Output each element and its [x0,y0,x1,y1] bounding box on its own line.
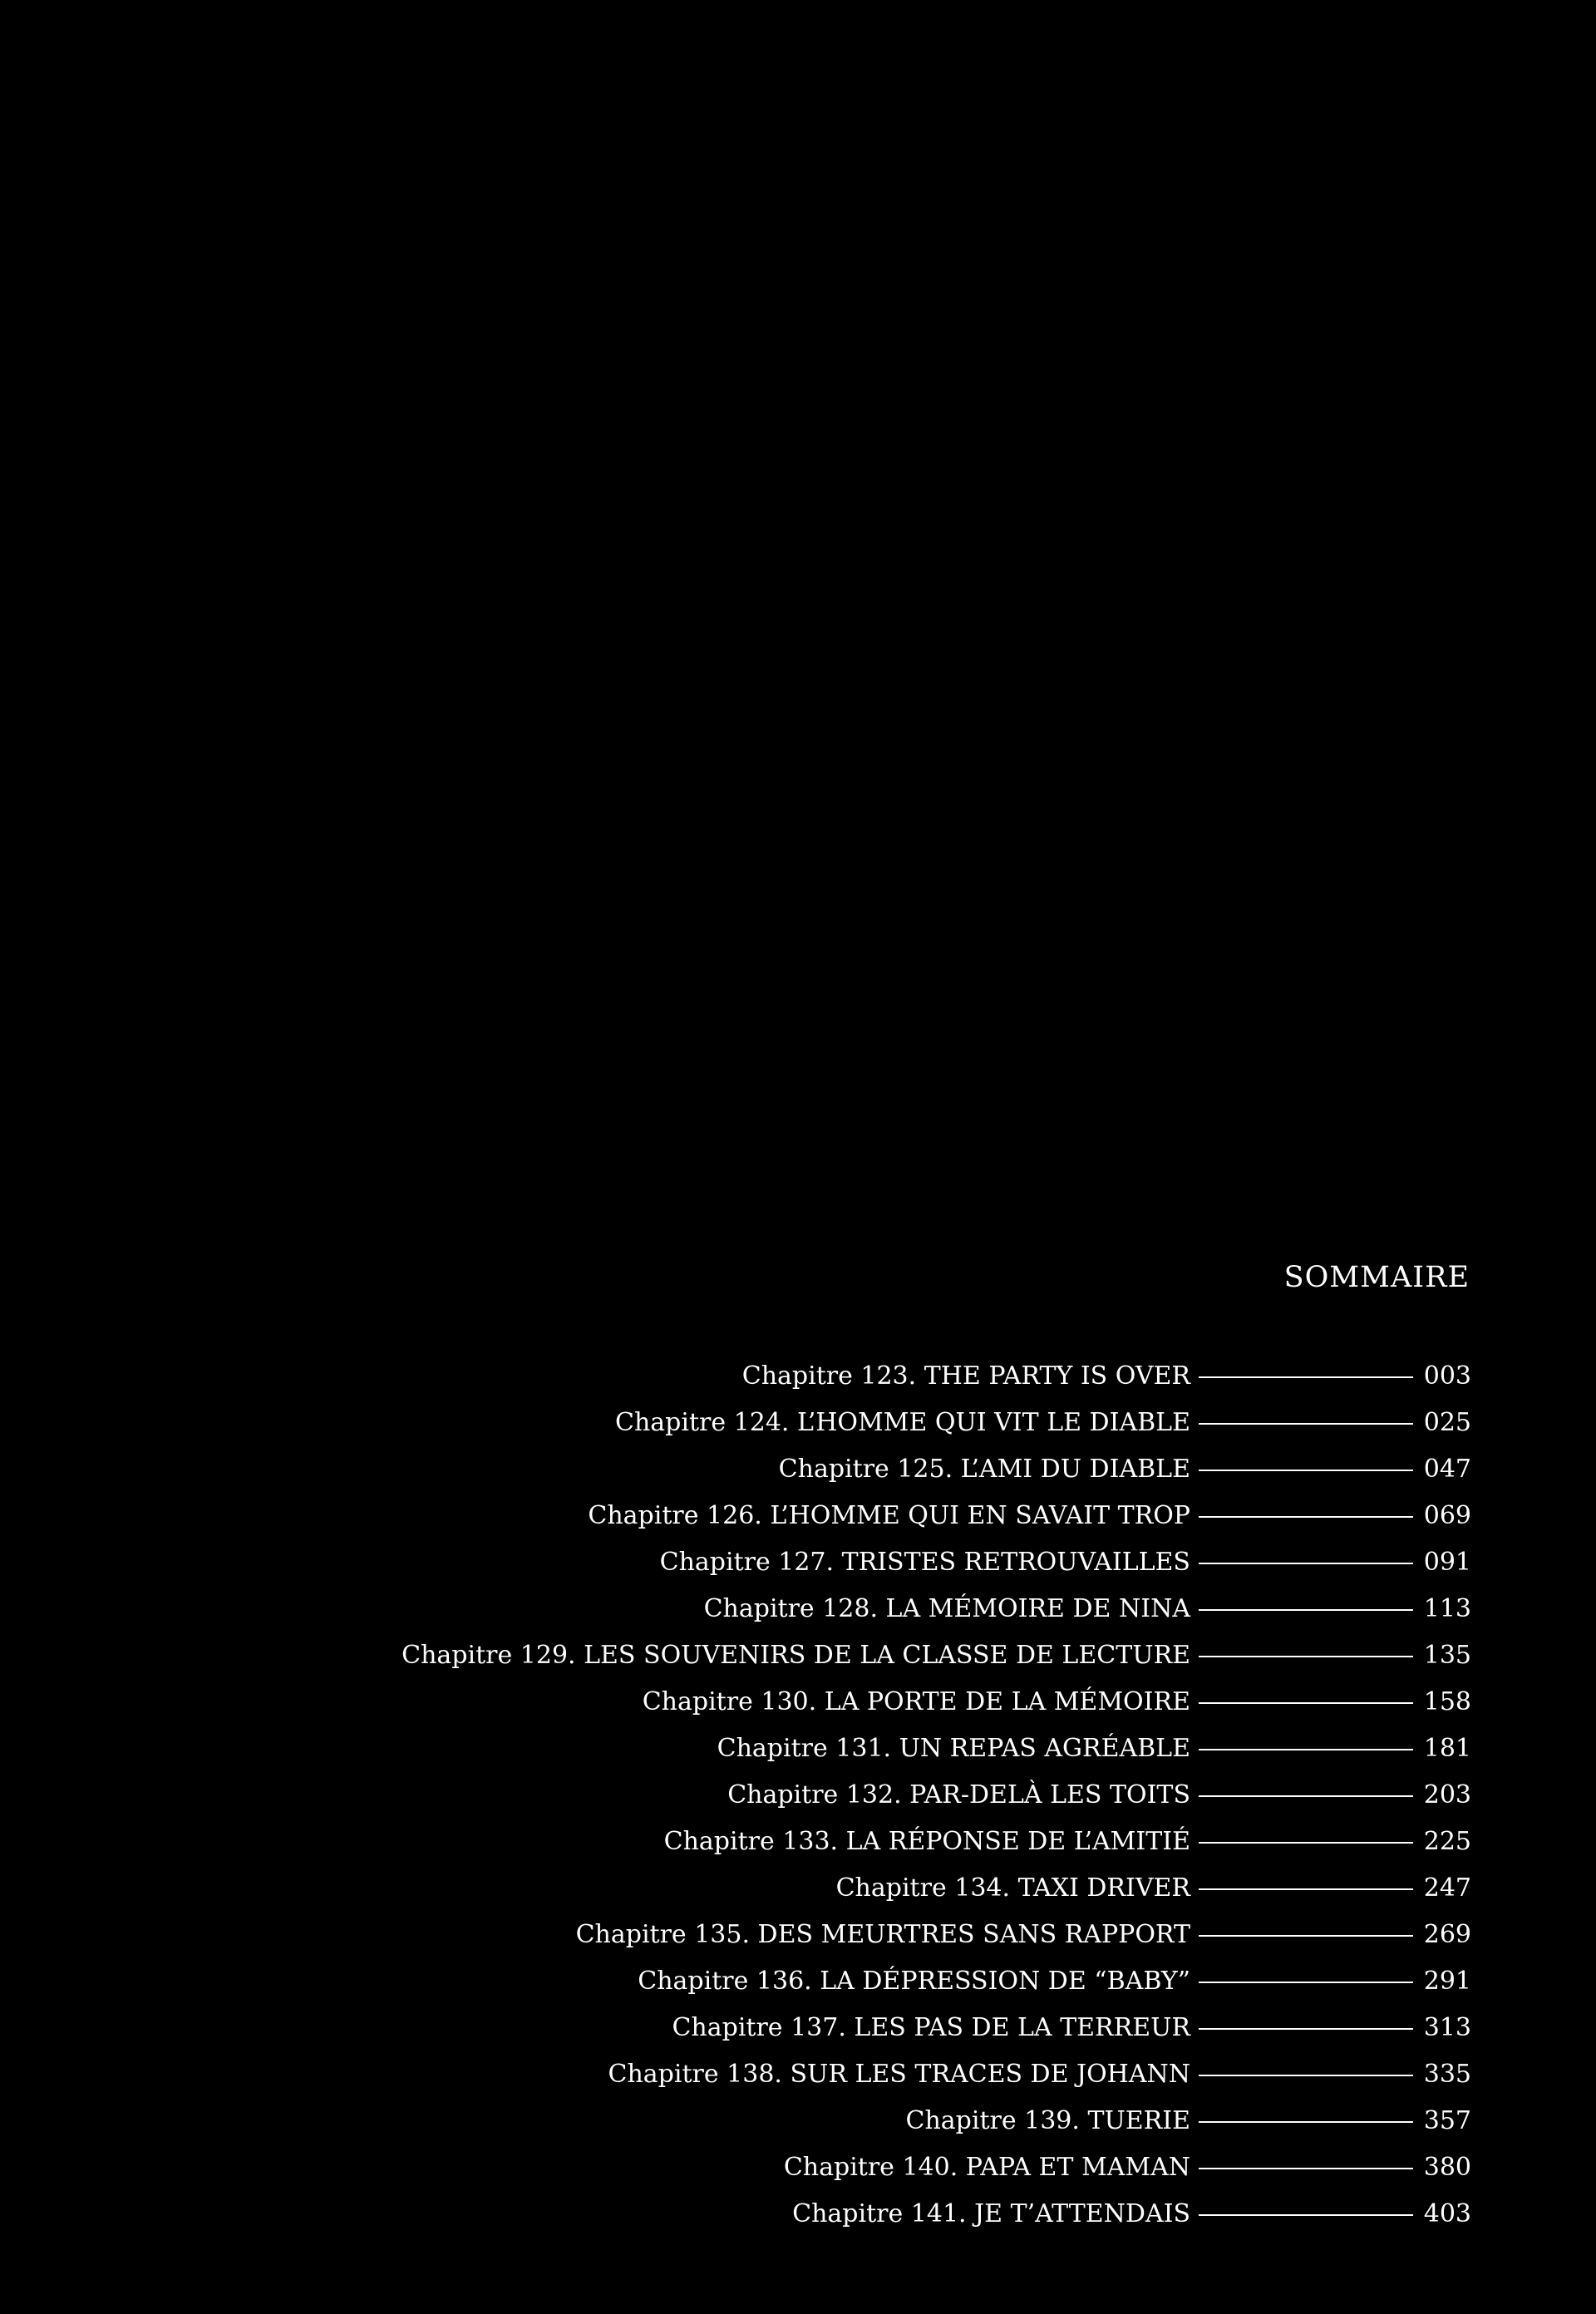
toc-leader-line [1199,1982,1413,1983]
toc-page-number: 003 [1423,1361,1471,1391]
toc-leader-line [1199,2028,1413,2030]
toc-page-number: 380 [1423,2152,1471,2182]
toc-page-number: 047 [1423,1454,1471,1484]
toc-entry-label: Chapitre 131. UN REPAS AGRÉABLE [717,1733,1190,1763]
toc-entry [224,1911,1471,1957]
toc-page-number: 357 [1423,2105,1471,2135]
toc-leader-line [1199,1888,1413,1890]
toc-leader-line [1199,1935,1413,1937]
toc-page-number: 403 [1423,2198,1471,2228]
toc-leader-line [1199,1656,1413,1657]
toc-entry [224,2004,1471,2051]
toc-entry-label: Chapitre 125. L’AMI DU DIABLE [778,1454,1190,1484]
toc-entry [224,1864,1471,1911]
toc-entry-label: Chapitre 127. TRISTES RETROUVAILLES [659,1547,1190,1577]
toc-entry-label: Chapitre 132. PAR-DELÀ LES TOITS [727,1780,1190,1809]
toc-entry [224,2051,1471,2097]
toc-entry-label: Chapitre 141. JE T’ATTENDAIS [792,2198,1190,2228]
toc-entry-label: Chapitre 140. PAPA ET MAMAN [783,2152,1190,2182]
toc-entry-label: Chapitre 138. SUR LES TRACES DE JOHANN [608,2059,1190,2089]
toc-entry [224,2190,1471,2237]
toc-page-number: 291 [1423,1966,1471,1996]
toc-entry-label: Chapitre 135. DES MEURTRES SANS RAPPORT [575,1919,1190,1949]
toc-entry [224,2097,1471,2144]
toc-leader-line [1199,1609,1413,1611]
toc-page-number: 091 [1423,1547,1471,1577]
toc-entry [224,1352,1471,1399]
toc-entry [224,2144,1471,2190]
toc-leader-line [1199,1470,1413,1471]
toc-page-number: 225 [1423,1826,1471,1856]
toc-leader-line [1199,2121,1413,2123]
table-of-contents [224,1352,1471,2237]
toc-entry-label: Chapitre 139. TUERIE [905,2105,1190,2135]
toc-entry-label: Chapitre 134. TAXI DRIVER [835,1873,1190,1903]
toc-entry-label: Chapitre 124. L’HOMME QUI VIT LE DIABLE [615,1407,1190,1437]
toc-entry-label: Chapitre 136. LA DÉPRESSION DE “BABY” [638,1966,1190,1996]
toc-entry-label: Chapitre 123. THE PARTY IS OVER [741,1361,1190,1391]
toc-page-number: 069 [1423,1500,1471,1530]
toc-entry-label: Chapitre 137. LES PAS DE LA TERREUR [672,2012,1190,2042]
toc-entry [224,1725,1471,1771]
toc-entry [224,1632,1471,1678]
toc-entry [224,1585,1471,1632]
toc-entry-label: Chapitre 133. LA RÉPONSE DE L’AMITIÉ [663,1826,1190,1856]
page-title: SOMMAIRE [1283,1261,1470,1294]
toc-leader-line [1199,1795,1413,1797]
toc-page-number: 135 [1423,1640,1471,1670]
toc-entry [224,1678,1471,1725]
toc-entry [224,1957,1471,2004]
toc-entry [224,1818,1471,1864]
toc-leader-line [1199,2214,1413,2216]
toc-entry [224,1399,1471,1445]
toc-leader-line [1199,2168,1413,2169]
toc-leader-line [1199,1702,1413,1704]
toc-page-number: 113 [1423,1593,1471,1623]
toc-entry [224,1539,1471,1585]
toc-leader-line [1199,1842,1413,1844]
toc-entry [224,1492,1471,1539]
toc-page-number: 269 [1423,1919,1471,1949]
toc-entry-label: Chapitre 130. LA PORTE DE LA MÉMOIRE [642,1686,1190,1716]
toc-entry-label: Chapitre 126. L’HOMME QUI EN SAVAIT TROP [588,1500,1190,1530]
toc-entry [224,1445,1471,1492]
toc-leader-line [1199,1563,1413,1564]
toc-page-number: 181 [1423,1733,1471,1763]
toc-entry-label: Chapitre 128. LA MÉMOIRE DE NINA [703,1593,1190,1623]
toc-page-number: 247 [1423,1873,1471,1903]
toc-page-number: 203 [1423,1780,1471,1809]
toc-page-number: 025 [1423,1407,1471,1437]
toc-page-number: 335 [1423,2059,1471,2089]
toc-leader-line [1199,1423,1413,1425]
toc-leader-line [1199,1749,1413,1750]
toc-entry-label: Chapitre 129. LES SOUVENIRS DE LA CLASSE DE LECTURE [401,1640,1190,1670]
toc-leader-line [1199,1376,1413,1378]
toc-leader-line [1199,2075,1413,2076]
toc-leader-line [1199,1516,1413,1518]
toc-entry [224,1771,1471,1818]
toc-page-number: 158 [1423,1686,1471,1716]
toc-page-number: 313 [1423,2012,1471,2042]
